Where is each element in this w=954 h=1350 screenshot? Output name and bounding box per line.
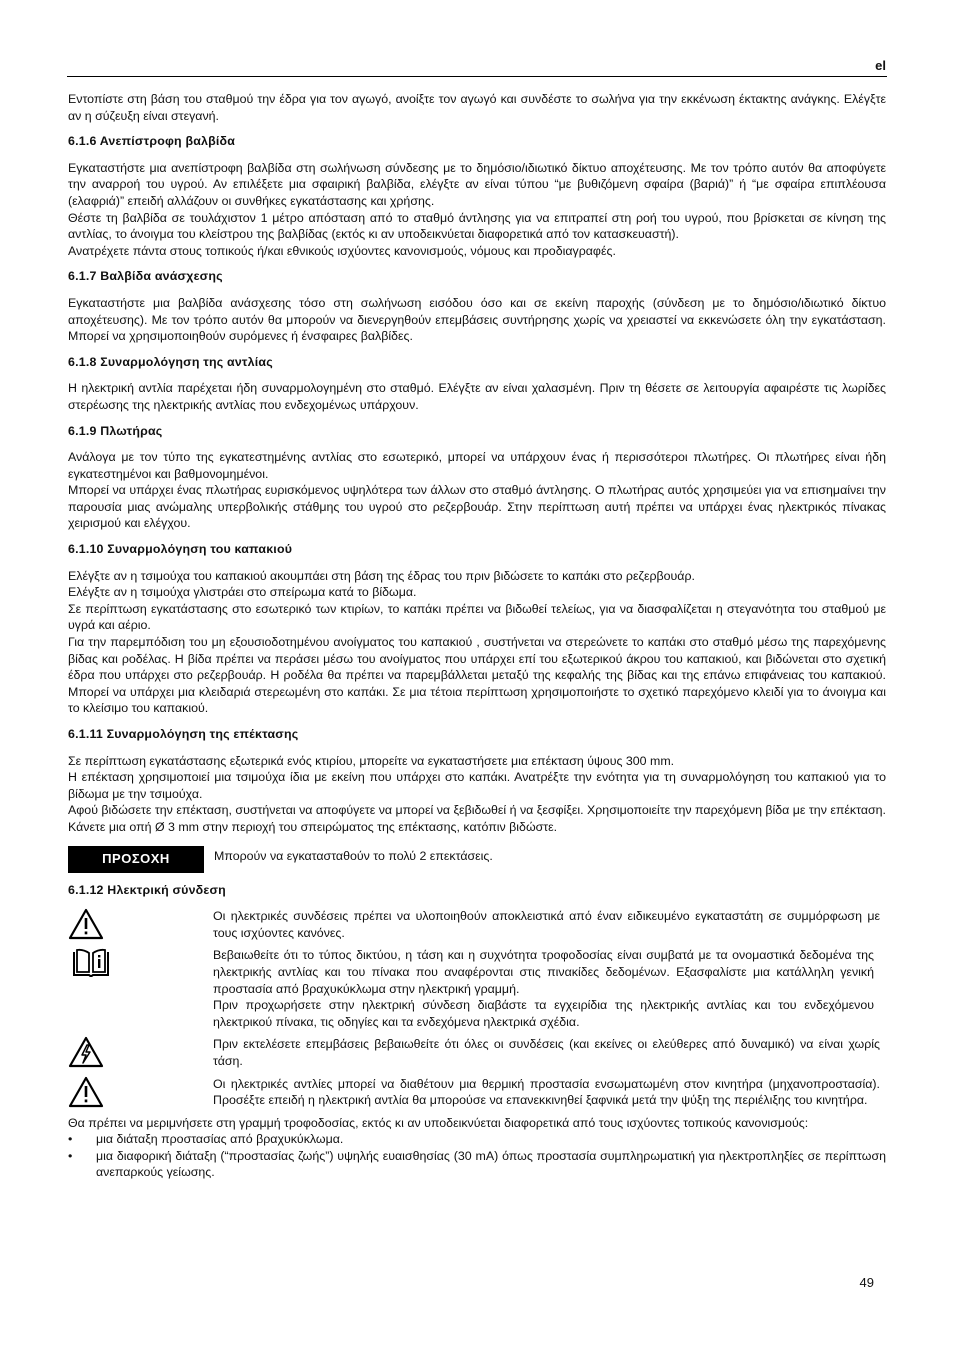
warning-text: Οι ηλεκτρικές συνδέσεις πρέπει να υλοποιηθούν αποκλειστικά από έναν ειδικευμένο εγκαταστάτη σε συμμόρφωση με τους ισχύοντες κανόνες. [213, 909, 880, 940]
paragraph: Αφού βιδώσετε την επέκταση, συστήνεται να αποφύγετε να μπορεί να ξεβιδωθεί ή να ξεσφίξει. Χρησιμοποιείτε την παρεχόμενη βίδα με την επέκταση. Κάνετε μια οπή Ø 3 mm στην περιοχή του σπειρώματος της επέκτασης, κατόπιν βιδώστε. [68, 803, 886, 834]
paragraph: Σε περίπτωση εγκατάστασης εξωτερικά ενός κτιρίου, μπορείτε να εγκαταστήσετε μια επέκταση ύψους 300 mm. [68, 753, 675, 768]
electric-hazard-icon [68, 1036, 104, 1068]
paragraph: Θέστε τη βαλβίδα σε τουλάχιστον 1 μέτρο απόσταση από το σταθμό άντλησης για να επιτραπεί στη ροή του υγρού, που βρίσκεται σε κίνηση της αντλίας, το άνοιγμα του κλείστρου της βαλβίδας (εκτός κι αν υποδεικνύεται διαφορετικά από τον κατασκευαστή). [68, 210, 886, 242]
page-number: 49 [859, 1275, 874, 1290]
manual-text: Πριν προχωρήσετε στην ηλεκτρική σύνδεση διαβάστε τα εγχειρίδια της ηλεκτρικής αντλίας και του ενδεχόμενου ηλεκτρικού πίνακα, τις οδηγίες και τα ενδεχόμενα ηλεκτρικά σχέδια. [213, 998, 874, 1029]
requirements-list [68, 1131, 886, 1181]
electrical-warning-row [68, 1036, 886, 1069]
paragraph: Για την παρεμπόδιση του μη εξουσιοδοτημένου ανοίγματος του καπακιού , συστήνεται να στερεώνετε το καπάκι στο σταθμό μέσω της παρεχόμενης βίδας και ροδέλας. Η βίδα πρέπει να περάσει μέσω του ανοίγματος που υπάρχει επί του εξωτερικού άκρου του καπακιού, και βιδώνεται στο σχετική έδρα που υπάρχει στο ρεζερβουάρ. Η ροδέλα θα πρέπει να παρεμβάλλεται μεταξύ της κεφαλής της βίδας και της επάνω επιφάνειας του καπακιού. Μπορεί να υπάρχει μια κλειδαριά στερεωμένη στο καπάκι. Σε μια τέτοια περίπτωση χρησιμοποιήστε το σχετικό παρεχόμενο κλειδί για το άνοιγμα και το κλείσιμο του καπακιού. [68, 635, 886, 716]
caution-text: Μπορούν να εγκατασταθούν το πολύ 2 επεκτάσεις. [214, 848, 493, 863]
paragraph: Ανατρέχετε πάντα στους τοπικούς ή/και εθνικούς ισχύοντες κανονισμούς, νόμους και προδιαγραφές. [68, 243, 616, 258]
section-heading-6-1-8: 6.1.8 Συναρμολόγηση της αντλίας [68, 354, 273, 369]
thermal-warning-text: Οι ηλεκτρικές αντλίες μπορεί να διαθέτουν μια θερμική προστασία ενσωματωμένη στον κινητήρα (μηχανοπροστασία). Προσέξτε επειδή η ηλεκτρική αντλία θα μπορούσε να επανεκκινηθεί ξαφνικά μετά την ψύξη της περιέλιξης του κινητήρα. [213, 1076, 880, 1108]
warning-triangle-icon [68, 908, 104, 940]
caution-notice [68, 846, 886, 873]
list-item [68, 1148, 886, 1181]
section-heading-6-1-10: 6.1.10 Συναρμολόγηση του καπακιού [68, 542, 293, 557]
paragraph: Ελέγξτε αν η τσιμούχα γλιστράει στο σπείρωμα κατά το βίδωμα. [68, 585, 417, 600]
thermal-warning-row [68, 1076, 886, 1109]
bullet-icon: • [68, 1148, 73, 1163]
paragraph: Θα πρέπει να μεριμνήσετε στη γραμμή τροφοδοσίας, εκτός κι αν υποδεικνύεται διαφορετικά από τους ισχύοντες τοπικούς κανονισμούς: [68, 1115, 809, 1130]
paragraph: Εγκαταστήστε μια βαλβίδα ανάσχεσης τόσο στη σωλήνωση εισόδου όσο και σε εκείνη παροχής (σύνδεση με το δημόσιο/ιδιωτικό δίκτυο αποχέτευσης). Με τον τρόπο αυτόν θα μπορούν να διενεργηθούν επεμβάσεις συντήρησης χωρίς να χρειαστεί να εκκενώσετε όλη την εγκατάσταση. Μπορεί να χρησιμοποιηθούν συρόμενες ή ένσφαιρες βαλβίδες. [68, 295, 886, 344]
paragraph: Η επέκταση χρησιμοποιεί μια τσιμούχα ίδια με εκείνη που υπάρχει στο καπάκι. Ανατρέξτε την ενότητα για τη συναρμολόγηση του καπακιού για το βίδωμα με την τσιμούχα. [68, 770, 886, 801]
electrical-warning-text: Πριν εκτελέσετε επεμβάσεις βεβαιωθείτε ότι όλες οι συνδέσεις (και εκείνες οι ελεύθερες από δυναμικό) να είναι χωρίς τάση. [213, 1037, 880, 1068]
intro-paragraph: Εντοπίστε στη βάση του σταθμού την έδρα για τον αγωγό, ανοίξτε τον αγωγό και συνδέστε το σωλήνα για την εκκένωση έκτακτης ανάγκης. Ελέγξτε αν η σύζευξη είναι στεγανή. [68, 92, 886, 123]
page-content [68, 91, 886, 1181]
language-code: el [875, 58, 886, 73]
paragraph: Εγκαταστήστε μια ανεπίστροφη βαλβίδα στη σωλήνωση σύνδεσης με το δημόσιο/ιδιωτικό δίκτυο αποχέτευσης. Με τον τρόπο αυτόν θα αποφύγετε την αναρροή του υγρού. Αν επιλέξετε μια σφαιρική βαλβίδα, ελέγξτε αν είναι τύπου “με βυθιζόμενη σφαίρα (βαριά)” ή “με σφαίρα επιπλέουσα (ελαφριά)” επειδή αλλάζουν οι συνθήκες εγκατάστασης και χρήσης. [68, 160, 886, 208]
list-item-text: μια διάταξη προστασίας από βραχυκύκλωμα. [96, 1132, 344, 1147]
manual-text: Βεβαιωθείτε ότι το τύπος δικτύου, η τάση και η συχνότητα τροφοδοσίας είναι συμβατά με τα ονομαστικά δεδομένα της ηλεκτρικής αντλίας και του πίνακα που αναφέρονται στις πινακίδες δεδομένων. Εξασφαλίστε μια κατάλληλη γενική προστασία από βραχυκύκλωμα στην ηλεκτρική γραμμή. [213, 948, 874, 996]
section-heading-6-1-6: 6.1.6 Ανεπίστροφη βαλβίδα [68, 134, 236, 149]
paragraph: Μπορεί να υπάρχει ένας πλωτήρας ευρισκόμενος υψηλότερα των άλλων στο σταθμό άντλησης. Ο πλωτήρας αυτός χρησιμεύει για να επισημαίνει την παρουσία μιας ανώμαλης υπερβολικής στάθμης του υγρού στο ρεζερβουάρ. Στην περίπτωση αυτή πρέπει να υπάρχει ένας ηλεκτρικός πίνακας χειρισμού και ελέγχου. [68, 483, 886, 531]
manual-row [68, 947, 886, 1030]
caution-badge: ΠΡΟΣΟΧΗ [68, 846, 204, 873]
warning-triangle-icon [68, 1076, 104, 1108]
paragraph: Η ηλεκτρική αντλία παρέχεται ήδη συναρμολογημένη στο σταθμό. Ελέγξτε αν είναι χαλασμένη. Πριν τη θέσετε σε λειτουργία αφαιρέστε τις λωρίδες στερέωσης της ηλεκτρικής αντλίας που ενδεχομένως υπάρχουν. [68, 381, 886, 412]
section-heading-6-1-11: 6.1.11 Συναρμολόγηση της επέκτασης [68, 727, 299, 741]
section-heading-6-1-9: 6.1.9 Πλωτήρας [68, 423, 163, 438]
bullet-icon: • [68, 1132, 73, 1147]
section-heading-6-1-12: 6.1.12 Ηλεκτρική σύνδεση [68, 882, 226, 897]
header-rule [67, 76, 887, 77]
list-item-text: μια διαφορική διάταξη (“προστασίας ζωής”) υψηλής ευαισθησίας (30 mA) όπως προστασία συμπληρωματική για ηλεκτροπληξίες σε περίπτωση ανεπαρκούς γείωσης. [96, 1148, 886, 1180]
section-heading-6-1-7: 6.1.7 Βαλβίδα ανάσχεσης [68, 269, 223, 284]
read-manual-icon [71, 947, 111, 979]
paragraph: Ελέγξτε αν η τσιμούχα του καπακιού ακουμπάει στη βάση της έδρας του πριν βιδώσετε το καπάκι στο ρεζερβουάρ. [68, 568, 695, 583]
paragraph: Ανάλογα με τον τύπο της εγκατεστημένης αντλίας στο εσωτερικό, μπορεί να υπάρχουν ένας ή περισσότεροι πλωτήρες. Οι πλωτήρες είναι ήδη εγκατεστημένοι και βαθμονομημένοι. [68, 450, 886, 481]
list-item [68, 1131, 886, 1148]
warning-row [68, 908, 886, 941]
paragraph: Σε περίπτωση εγκατάστασης στο εσωτερικό των κτιρίων, το καπάκι πρέπει να βιδωθεί τελείως, για να διασφαλίζεται η στεγανότητα του σταθμού με υγρά και αέριο. [68, 601, 886, 633]
